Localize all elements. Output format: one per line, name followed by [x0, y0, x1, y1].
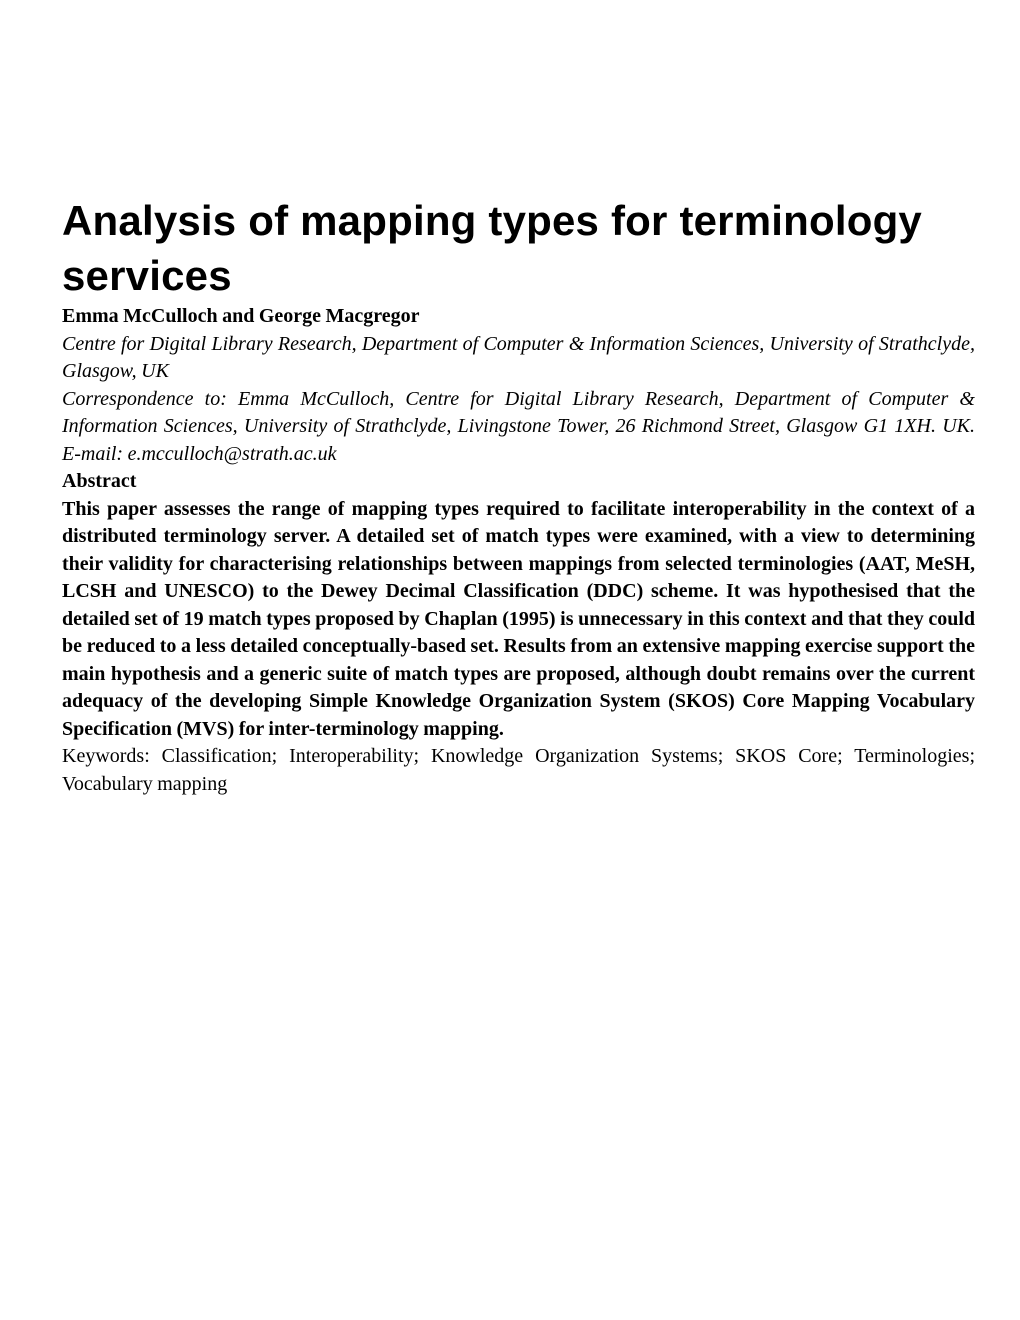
keywords-line: Keywords: Classification; Interoperability; Knowledge Organization Systems; SKOS Core; Terminologies; Vocabulary mapping — [62, 745, 975, 795]
paper-title: Analysis of mapping types for terminology services — [62, 197, 922, 299]
correspondence-paragraph: Correspondence to: Emma McCulloch, Centre for Digital Library Research, Department of Computer & Information Sciences, University of Strathclyde, Livingstone Tower, 26 Richmond Street, Glasgow G1 1XH. UK. E-mail: e.mcculloch@strath.ac.uk — [62, 387, 975, 465]
authors-line: Emma McCulloch and George Macgregor — [62, 305, 420, 327]
abstract-heading: Abstract — [62, 470, 137, 492]
abstract-paragraph: This paper assesses the range of mapping types required to facilitate interoperability in the context of a distributed terminology server. A detailed set of match types were examined, with a view to determining their validity for characterising relationships between mappings from selected terminologies (AAT, MeSH, LCSH and UNESCO) to the Dewey Decimal Classification (DDC) scheme. It was hypothesised that the detailed set of 19 match types proposed by Chaplan (1995) is unnecessary in this context and that they could be reduced to a less detailed conceptually-based set. Results from an extensive mapping exercise support the main hypothesis and a generic suite of match types are proposed, although doubt remains over the current adequacy of the developing Simple Knowledge Organization System (SKOS) Core Mapping Vocabulary Specification (MVS) for inter-terminology mapping. — [62, 497, 975, 740]
affiliation-line: Centre for Digital Library Research, Department of Computer & Information Sciences, University of Strathclyde, Glasgow, UK — [62, 332, 975, 382]
